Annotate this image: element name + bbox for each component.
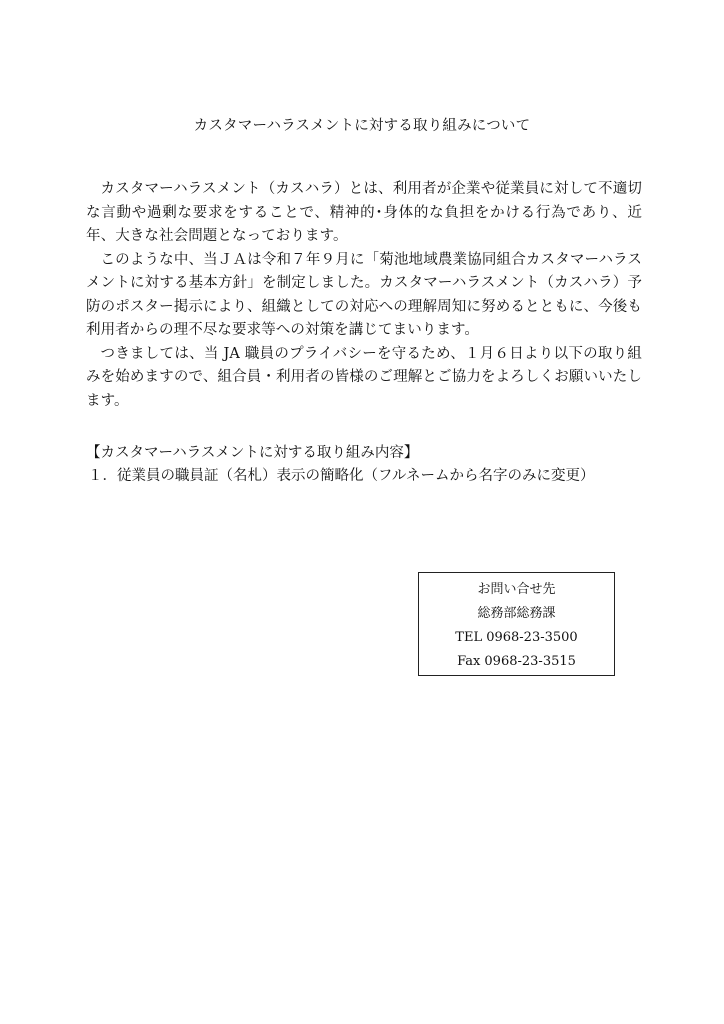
contact-label: お問い合せ先 (477, 582, 556, 597)
paragraph-policy: このような中、当ＪＡは令和７年９月に「菊池地域農業協同組合カスタマーハラスメントに対する基本方針」を制定しました。カスタマーハラスメント（カスハラ）予防のポスター掲示により、組織としての対応への理解周知に努めるとともに、今後も利用者からの理不尽な要求等への対策を講じてまいります。 (86, 251, 642, 338)
document-title: カスタマーハラスメントに対する取り組みについて (193, 118, 531, 134)
contact-box (418, 572, 615, 676)
paragraph-definition: カスタマーハラスメント（カスハラ）とは、利用者が企業や従業員に対して不適切な言動や過剰な要求をすることで、精神的･身体的な負担をかける行為であり、近年、大きな社会問題となっております。 (86, 181, 642, 244)
initiative-list (88, 465, 648, 487)
list-item: １．従業員の職員証（名札）表示の簡略化（フルネームから名字のみに変更） (88, 468, 595, 484)
section-heading: 【カスタマーハラスメントに対する取り組み内容】 (86, 445, 419, 461)
contact-fax: Fax 0968-23-3515 (457, 654, 576, 669)
paragraph-initiative: つきましては、当 JA 職員のプライバシーを守るため、１月６日より以下の取り組みを始めますので、組合員・利用者の皆様のご理解とご協力をよろしくお願いいたします。 (86, 345, 642, 409)
contact-department: 総務部総務課 (477, 606, 556, 621)
body-text (86, 178, 642, 413)
contact-tel: TEL 0968-23-3500 (455, 630, 578, 645)
